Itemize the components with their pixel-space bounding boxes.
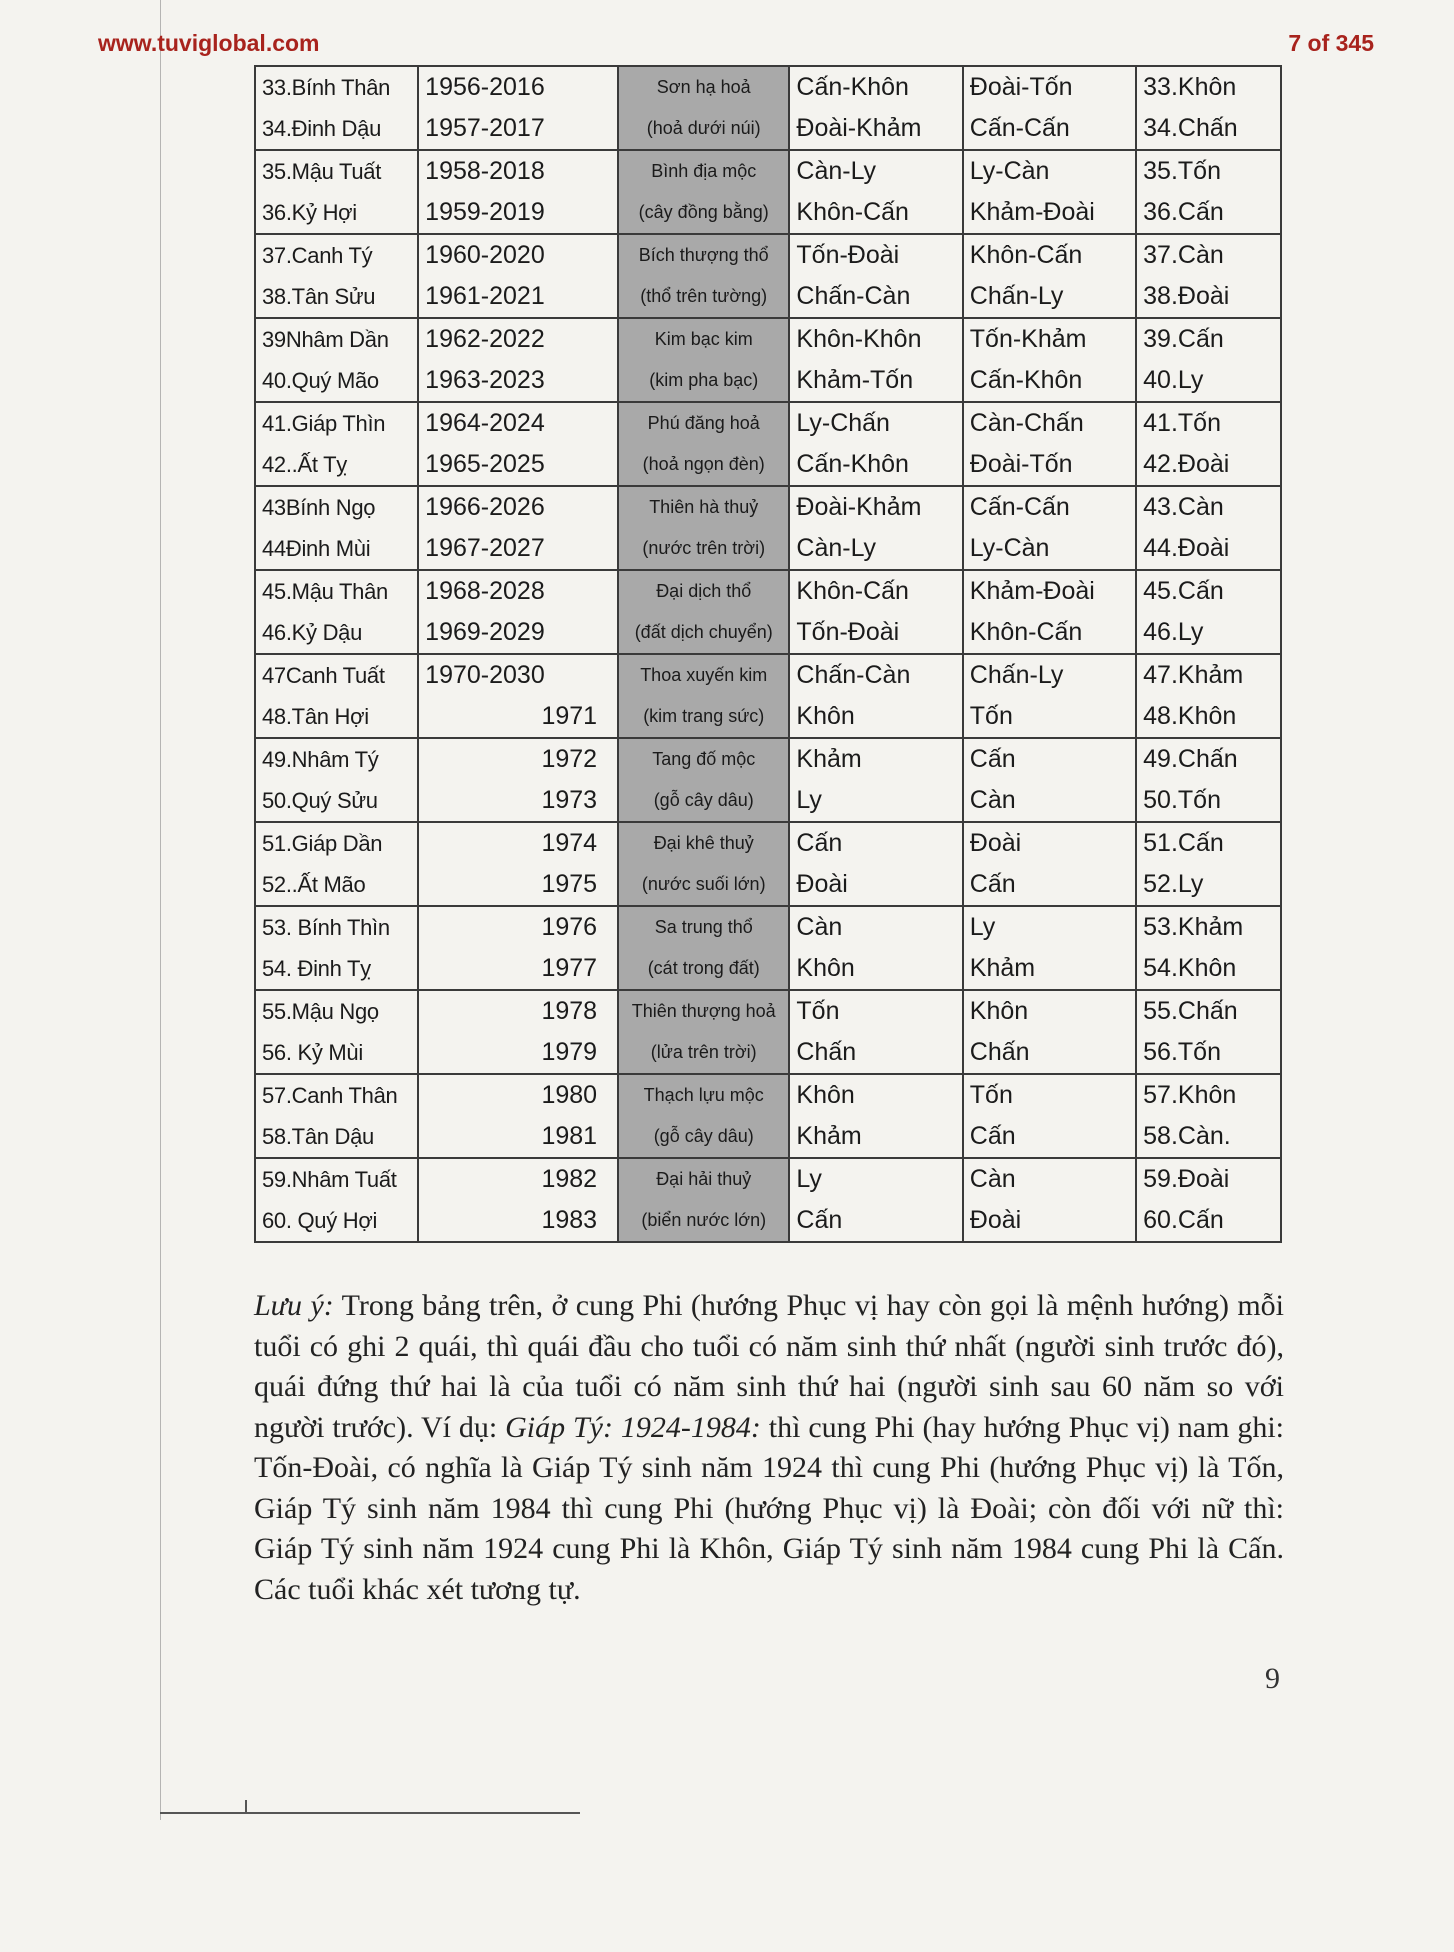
table-row: [255, 654, 1281, 738]
age-name-line: 46.Kỷ Dậu: [262, 620, 363, 645]
cung-phi-nu-line: Chấn-Ly: [969, 661, 1064, 689]
age-name-line: 40.Quý Mão: [262, 368, 379, 393]
age-name-cell: [255, 990, 418, 1074]
menh-element-line: Sơn hạ hoả: [656, 77, 751, 97]
cung-phi-nu-line: Chấn-Ly: [969, 282, 1064, 310]
cung-phi-nu-cell: [963, 486, 1136, 570]
menh-element-line: Kim bạc kim: [654, 329, 753, 349]
cung-phi-nam-line: Khảm-Tốn: [796, 366, 914, 394]
table-row: [255, 234, 1281, 318]
page-indicator: 7 of 345: [1288, 30, 1374, 56]
cung-phi-nam-line: Tốn: [796, 997, 840, 1025]
cung-phi-nu-line: Khảm: [969, 954, 1036, 982]
age-name-line: 59.Nhâm Tuất: [262, 1167, 397, 1192]
cung-phi-nam-cell: [789, 234, 962, 318]
birth-years-cell: [418, 150, 618, 234]
menh-element-line: (đất dịch chuyển): [634, 622, 773, 642]
birth-years-line: 1980: [541, 1081, 598, 1109]
sequence-gua-line: 42.Đoài: [1143, 450, 1230, 478]
cung-phi-nu-cell: [963, 654, 1136, 738]
age-name-line: 39Nhâm Dần: [262, 327, 389, 352]
menh-element-line: Sa trung thổ: [654, 917, 753, 937]
cung-phi-nu-cell: [963, 906, 1136, 990]
birth-years-cell: [418, 738, 618, 822]
age-name-cell: [255, 234, 418, 318]
cung-phi-nam-line: Cấn-Khôn: [796, 450, 909, 478]
menh-element-line: (nước trên trời): [642, 538, 766, 558]
note-label: Lưu ý:: [254, 1289, 334, 1322]
birth-years-line: 1982: [541, 1165, 598, 1193]
note-text-part1: Trong bảng trên, ở cung Phi (hướng Phục vị hay còn gọi là mệnh hướng) mỗi tuổi có ghi 2 quái, thì quái đầu cho tuổi có năm sinh thứ nhất (người sinh trước đó), quái đứng thứ hai là của tuổi có năm sinh thứ hai (người sinh sau 60 năm so với người trước). Ví dụ:: [254, 1289, 1285, 1444]
cung-phi-nam-line: Càn: [796, 913, 843, 941]
birth-years-line: 1965-2025: [425, 450, 545, 478]
sequence-gua-line: 37.Càn: [1143, 241, 1224, 269]
age-name-line: 55.Mậu Ngọ: [262, 999, 379, 1024]
age-name-line: 41.Giáp Thìn: [262, 411, 386, 436]
birth-years-line: 1971: [541, 702, 598, 730]
birth-years-line: 1978: [541, 997, 598, 1025]
cung-phi-nam-line: Ly-Chấn: [796, 409, 890, 437]
menh-element-line: (hoả dưới núi): [646, 118, 761, 138]
age-name-cell: [255, 1074, 418, 1158]
cung-phi-nam-line: Cấn-Khôn: [796, 73, 909, 101]
cung-phi-nam-line: Tốn-Đoài: [796, 241, 900, 269]
birth-years-line: 1981: [541, 1122, 598, 1150]
sequence-gua-line: 34.Chấn: [1143, 114, 1238, 142]
table-row: [255, 570, 1281, 654]
age-name-line: 48.Tân Hợi: [262, 704, 369, 729]
cung-phi-nam-line: Khôn-Cấn: [796, 577, 909, 605]
sequence-gua-line: 43.Càn: [1143, 493, 1224, 521]
age-name-line: 37.Canh Tý: [262, 243, 373, 268]
note-paragraph: [254, 1286, 1284, 1610]
birth-years-line: 1960-2020: [425, 241, 545, 269]
cung-phi-nu-line: Đoài: [969, 829, 1022, 857]
birth-years-line: 1973: [541, 786, 598, 814]
birth-years-cell: [418, 234, 618, 318]
cung-phi-nu-line: Tốn: [969, 1081, 1013, 1109]
table-row: [255, 66, 1281, 150]
cung-phi-nam-line: Tốn-Đoài: [796, 618, 900, 646]
menh-element-line: Thạch lựu mộc: [643, 1085, 764, 1105]
table-row: [255, 906, 1281, 990]
sequence-gua-cell: [1136, 1158, 1281, 1242]
cung-phi-nam-line: Đoài-Khảm: [796, 493, 922, 521]
cung-phi-nam-cell: [789, 738, 962, 822]
sequence-gua-line: 36.Cấn: [1143, 198, 1224, 226]
menh-element-line: (thổ trên tường): [640, 286, 768, 306]
cung-phi-nam-line: Khôn-Cấn: [796, 198, 909, 226]
sequence-gua-line: 49.Chấn: [1143, 745, 1238, 773]
age-name-line: 38.Tân Sửu: [262, 284, 376, 309]
menh-element-line: (cây đồng bằng): [638, 202, 769, 222]
menh-element-cell: [618, 906, 789, 990]
cung-phi-nam-line: Cấn: [796, 1206, 843, 1234]
birth-years-line: 1959-2019: [425, 198, 545, 226]
menh-element-line: (kim pha bạc): [649, 370, 759, 390]
sequence-gua-cell: [1136, 906, 1281, 990]
birth-years-line: 1972: [541, 745, 598, 773]
cung-phi-nu-line: Càn-Chấn: [969, 409, 1084, 437]
birth-years-line: 1983: [541, 1206, 598, 1234]
sequence-gua-line: 54.Khôn: [1143, 954, 1237, 982]
cung-phi-nu-line: Càn: [969, 1165, 1016, 1193]
table-row: [255, 738, 1281, 822]
site-url-header[interactable]: www.tuviglobal.com: [98, 30, 320, 56]
sequence-gua-line: 45.Cấn: [1143, 577, 1224, 605]
cung-phi-nu-cell: [963, 234, 1136, 318]
table-row: [255, 402, 1281, 486]
sequence-gua-line: 55.Chấn: [1143, 997, 1238, 1025]
cung-phi-nam-line: Ly: [796, 786, 822, 814]
menh-element-line: Bích thượng thổ: [638, 245, 769, 265]
cung-phi-nam-line: Cấn: [796, 829, 843, 857]
sequence-gua-cell: [1136, 822, 1281, 906]
sequence-gua-cell: [1136, 66, 1281, 150]
cung-phi-nam-line: Đoài: [796, 870, 848, 898]
birth-years-line: 1961-2021: [425, 282, 545, 310]
birth-years-line: 1958-2018: [425, 157, 545, 185]
cung-phi-nam-line: Chấn-Càn: [796, 661, 911, 689]
cung-phi-nu-line: Khảm-Đoài: [969, 198, 1095, 226]
cung-phi-nam-cell: [789, 906, 962, 990]
table-body: [255, 66, 1281, 1242]
cung-phi-nam-line: Khôn: [796, 1081, 855, 1109]
menh-element-cell: [618, 318, 789, 402]
cung-phi-nu-line: Khảm-Đoài: [969, 577, 1095, 605]
sequence-gua-cell: [1136, 486, 1281, 570]
age-name-line: 49.Nhâm Tý: [262, 747, 379, 772]
cung-phi-nu-line: Cấn-Khôn: [969, 366, 1083, 394]
menh-element-cell: [618, 234, 789, 318]
menh-element-line: Phú đăng hoả: [647, 413, 760, 433]
cung-phi-nu-line: Đoài: [969, 1206, 1022, 1234]
sequence-gua-cell: [1136, 990, 1281, 1074]
menh-element-line: (gỗ cây dâu): [653, 790, 754, 810]
cung-phi-nam-line: Chấn-Càn: [796, 282, 911, 310]
sequence-gua-line: 60.Cấn: [1143, 1206, 1224, 1234]
age-name-line: 35.Mậu Tuất: [262, 159, 381, 184]
birth-years-line: 1979: [541, 1038, 598, 1066]
age-name-line: 54. Đinh Tỵ: [262, 956, 371, 981]
cung-phi-nu-line: Chấn: [969, 1038, 1030, 1066]
sequence-gua-cell: [1136, 318, 1281, 402]
age-name-cell: [255, 66, 418, 150]
cung-phi-nu-line: Ly: [969, 913, 996, 941]
birth-years-line: 1964-2024: [425, 409, 545, 437]
cung-phi-nu-line: Cấn-Cấn: [969, 493, 1070, 521]
birth-years-cell: [418, 486, 618, 570]
binding-margin-line: [160, 0, 161, 1820]
table-row: [255, 486, 1281, 570]
birth-years-line: 1976: [541, 913, 598, 941]
menh-element-line: Đại dịch thổ: [656, 581, 752, 601]
menh-element-line: Đại khê thuỷ: [653, 833, 754, 853]
cung-phi-nu-line: Cấn-Cấn: [969, 114, 1070, 142]
menh-element-cell: [618, 570, 789, 654]
cung-phi-nam-line: Khảm: [796, 1122, 862, 1150]
birth-years-line: 1975: [541, 870, 598, 898]
sequence-gua-cell: [1136, 570, 1281, 654]
menh-element-line: Bình địa mộc: [651, 161, 757, 181]
sequence-gua-line: 38.Đoài: [1143, 282, 1230, 310]
sequence-gua-cell: [1136, 1074, 1281, 1158]
cung-phi-nu-cell: [963, 990, 1136, 1074]
age-name-cell: [255, 654, 418, 738]
cung-phi-nam-line: Chấn: [796, 1038, 857, 1066]
menh-element-line: (biển nước lớn): [641, 1210, 767, 1230]
cung-phi-nam-cell: [789, 990, 962, 1074]
age-name-line: 50.Quý Sửu: [262, 788, 378, 813]
menh-element-line: (gỗ cây dâu): [653, 1126, 754, 1146]
cung-phi-nam-cell: [789, 570, 962, 654]
birth-years-line: 1974: [541, 829, 598, 857]
sequence-gua-line: 40.Ly: [1143, 366, 1204, 394]
cung-phi-nam-line: Khôn-Khôn: [796, 325, 922, 353]
birth-years-cell: [418, 402, 618, 486]
birth-years-line: 1963-2023: [425, 366, 545, 394]
cung-phi-nam-cell: [789, 150, 962, 234]
menh-element-line: Thiên hà thuỷ: [649, 497, 759, 517]
cung-phi-nu-line: Khôn-Cấn: [969, 241, 1083, 269]
age-name-line: 45.Mậu Thân: [262, 579, 388, 604]
birth-years-line: 1968-2028: [425, 577, 545, 605]
cung-phi-nu-line: Ly-Càn: [969, 534, 1050, 562]
table-row: [255, 1158, 1281, 1242]
age-name-line: 43Bính Ngọ: [262, 495, 376, 520]
birth-years-line: 1966-2026: [425, 493, 545, 521]
age-name-line: 53. Bính Thìn: [262, 915, 390, 940]
menh-element-cell: [618, 738, 789, 822]
sequence-gua-line: 39.Cấn: [1143, 325, 1224, 353]
cung-phi-nu-line: Cấn: [969, 1122, 1016, 1150]
page-number: 9: [1265, 1662, 1280, 1695]
age-name-line: 58.Tân Dậu: [262, 1124, 374, 1149]
menh-element-line: Thiên thượng hoả: [631, 1001, 776, 1021]
sequence-gua-line: 53.Khảm: [1143, 913, 1244, 941]
menh-element-cell: [618, 66, 789, 150]
cung-phi-nam-line: Khảm: [796, 745, 862, 773]
age-name-line: 57.Canh Thân: [262, 1083, 398, 1108]
sequence-gua-line: 41.Tốn: [1143, 409, 1221, 437]
cung-phi-nam-cell: [789, 318, 962, 402]
note-example: Giáp Tý: 1924-1984:: [505, 1410, 761, 1444]
menh-element-cell: [618, 1158, 789, 1242]
menh-element-line: (nước suối lớn): [641, 874, 766, 894]
age-name-line: 56. Kỷ Mùi: [262, 1040, 363, 1065]
sequence-gua-cell: [1136, 150, 1281, 234]
sequence-gua-line: 52.Ly: [1143, 870, 1204, 898]
cung-phi-nu-cell: [963, 822, 1136, 906]
sequence-gua-line: 44.Đoài: [1143, 534, 1230, 562]
age-name-cell: [255, 906, 418, 990]
birth-years-line: 1969-2029: [425, 618, 545, 646]
cung-phi-nu-line: Cấn: [969, 870, 1016, 898]
age-name-cell: [255, 402, 418, 486]
cung-phi-nu-cell: [963, 1074, 1136, 1158]
birth-years-line: 1967-2027: [425, 534, 545, 562]
cung-phi-nam-cell: [789, 402, 962, 486]
cung-phi-nu-cell: [963, 318, 1136, 402]
age-name-line: 47Canh Tuất: [262, 663, 385, 688]
sequence-gua-line: 59.Đoài: [1143, 1165, 1230, 1193]
menh-element-cell: [618, 402, 789, 486]
birth-years-line: 1977: [541, 954, 598, 982]
sequence-gua-line: 47.Khảm: [1143, 661, 1244, 689]
menh-element-line: (lửa trên trời): [650, 1042, 757, 1062]
sequence-gua-line: 35.Tốn: [1143, 157, 1221, 185]
cung-phi-nam-line: Khôn: [796, 702, 855, 730]
sequence-gua-cell: [1136, 402, 1281, 486]
sequence-gua-line: 50.Tốn: [1143, 786, 1221, 814]
birth-years-cell: [418, 906, 618, 990]
menh-element-line: (cát trong đất): [647, 958, 760, 978]
cung-phi-nu-line: Tốn: [969, 702, 1013, 730]
bottom-rule: [160, 1812, 580, 1814]
menh-element-cell: [618, 990, 789, 1074]
menh-element-cell: [618, 1074, 789, 1158]
note-text-part2: thì cung Phi (hay hướng Phục vị) nam ghi: Tốn-Đoài, có nghĩa là Giáp Tý sinh năm 1924 thì cung Phi (hướng Phục vị) là Tốn, Giáp Tý sinh năm 1984 thì cung Phi (hướng Phục vị) là Đoài; còn đối với nữ thì: Giáp Tý sinh năm 1924 cung Phi là Khôn, Giáp Tý sinh năm 1984 cung Phi là Cấn. Các tuổi khác xét tương tự.: [254, 1410, 1284, 1606]
cung-phi-nam-cell: [789, 486, 962, 570]
cung-phi-nu-cell: [963, 738, 1136, 822]
cung-phi-nam-line: Càn-Ly: [796, 157, 877, 185]
age-name-cell: [255, 150, 418, 234]
cung-phi-nu-line: Khôn: [969, 997, 1029, 1025]
birth-years-cell: [418, 822, 618, 906]
birth-years-line: 1957-2017: [425, 114, 545, 142]
cung-phi-nu-line: Khôn-Cấn: [969, 618, 1083, 646]
table-row: [255, 150, 1281, 234]
menh-element-cell: [618, 822, 789, 906]
cung-phi-nu-cell: [963, 1158, 1136, 1242]
sequence-gua-line: 46.Ly: [1143, 618, 1204, 646]
cung-phi-nam-line: Càn-Ly: [796, 534, 877, 562]
sequence-gua-line: 58.Càn.: [1143, 1122, 1231, 1150]
birth-years-line: 1970-2030: [425, 661, 545, 689]
menh-element-cell: [618, 486, 789, 570]
birth-years-cell: [418, 654, 618, 738]
bottom-tick: [245, 1800, 247, 1814]
sequence-gua-line: 57.Khôn: [1143, 1081, 1237, 1109]
birth-years-line: 1962-2022: [425, 325, 545, 353]
menh-element-cell: [618, 654, 789, 738]
cung-phi-nu-line: Đoài-Tốn: [969, 73, 1073, 101]
cung-phi-nu-line: Đoài-Tốn: [969, 450, 1073, 478]
birth-years-cell: [418, 990, 618, 1074]
age-name-line: 44Đinh Mùi: [262, 536, 371, 561]
age-name-line: 42..Ất Tỵ: [262, 452, 347, 477]
cung-phi-nu-line: Cấn: [969, 745, 1016, 773]
menh-element-line: (hoả ngọn đèn): [642, 454, 765, 474]
cung-phi-nu-cell: [963, 66, 1136, 150]
age-name-cell: [255, 1158, 418, 1242]
age-name-cell: [255, 486, 418, 570]
birth-years-cell: [418, 570, 618, 654]
sequence-gua-line: 48.Khôn: [1143, 702, 1237, 730]
age-name-cell: [255, 318, 418, 402]
table-row: [255, 990, 1281, 1074]
cung-phi-table: [254, 65, 1282, 1243]
age-name-line: 52..Ất Mão: [262, 872, 366, 897]
age-name-line: 36.Kỷ Hợi: [262, 200, 357, 225]
birth-years-cell: [418, 1074, 618, 1158]
cung-phi-nam-line: Đoài-Khảm: [796, 114, 922, 142]
table-row: [255, 822, 1281, 906]
cung-phi-nam-line: Ly: [796, 1165, 822, 1193]
age-name-line: 51.Giáp Dần: [262, 831, 383, 856]
sequence-gua-cell: [1136, 234, 1281, 318]
table-row: [255, 1074, 1281, 1158]
cung-phi-nam-cell: [789, 1158, 962, 1242]
birth-years-cell: [418, 66, 618, 150]
sequence-gua-line: 56.Tốn: [1143, 1038, 1221, 1066]
cung-phi-nu-cell: [963, 570, 1136, 654]
sequence-gua-cell: [1136, 654, 1281, 738]
cung-phi-nam-line: Khôn: [796, 954, 855, 982]
menh-element-line: Tang đố mộc: [652, 749, 756, 769]
birth-years-cell: [418, 1158, 618, 1242]
birth-years-cell: [418, 318, 618, 402]
menh-element-cell: [618, 150, 789, 234]
menh-element-line: Thoa xuyến kim: [640, 665, 768, 685]
age-name-cell: [255, 822, 418, 906]
cung-phi-nu-cell: [963, 150, 1136, 234]
age-name-line: 60. Quý Hợi: [262, 1208, 378, 1233]
birth-years-line: 1956-2016: [425, 73, 545, 101]
age-name-cell: [255, 570, 418, 654]
cung-phi-nam-cell: [789, 66, 962, 150]
menh-element-line: Đại hải thuỷ: [656, 1169, 752, 1189]
sequence-gua-line: 51.Cấn: [1143, 829, 1224, 857]
cung-phi-nam-cell: [789, 1074, 962, 1158]
cung-phi-nam-cell: [789, 822, 962, 906]
cung-phi-nu-line: Tốn-Khảm: [969, 325, 1087, 353]
cung-phi-nu-line: Càn: [969, 786, 1016, 814]
sequence-gua-cell: [1136, 738, 1281, 822]
age-name-cell: [255, 738, 418, 822]
sequence-gua-line: 33.Khôn: [1143, 73, 1237, 101]
cung-phi-nam-cell: [789, 654, 962, 738]
table-row: [255, 318, 1281, 402]
menh-element-line: (kim trang sức): [643, 706, 765, 726]
age-name-line: 33.Bính Thân: [262, 75, 391, 100]
age-name-line: 34.Đinh Dậu: [262, 116, 381, 141]
cung-phi-nu-line: Ly-Càn: [969, 157, 1050, 185]
cung-phi-nu-cell: [963, 402, 1136, 486]
